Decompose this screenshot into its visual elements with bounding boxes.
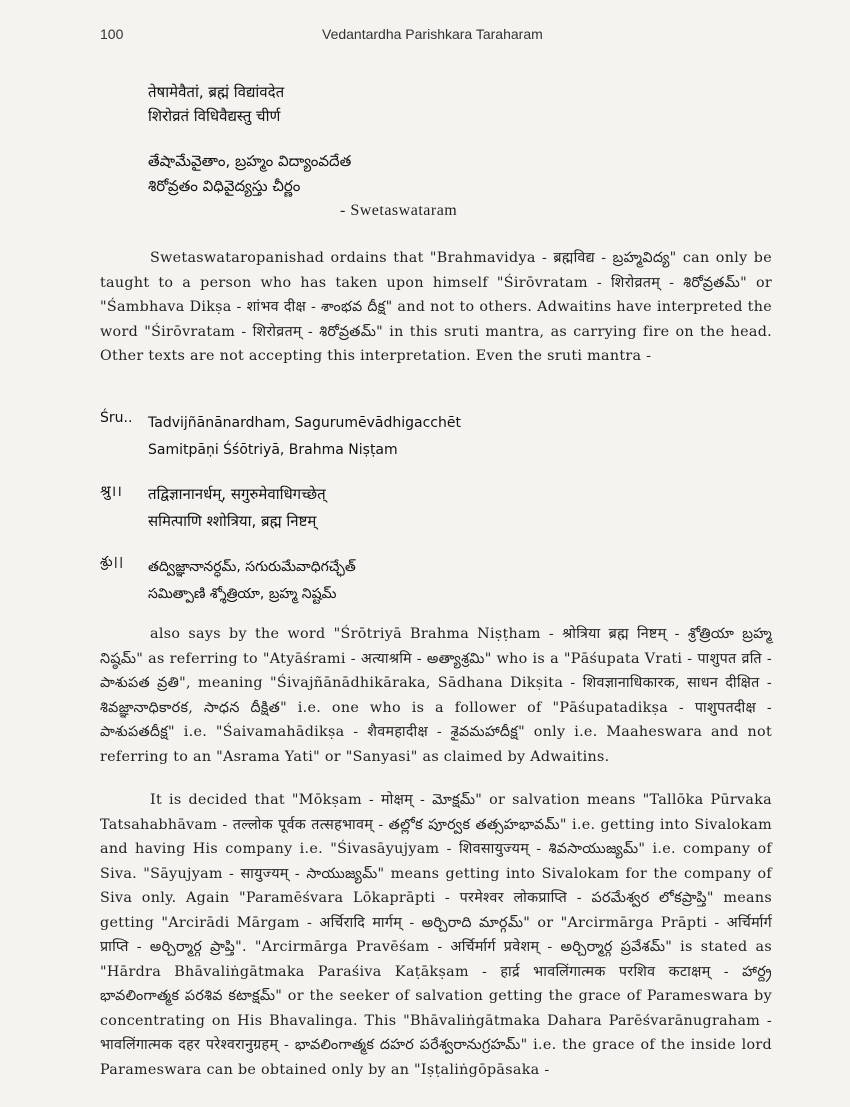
sruti-telugu-line-2: సమిత్పాణి శ్శోత్రియా, బ్రహ్మ నిష్టమ్ [148,586,337,602]
sruti-roman-label: Śru.. [100,410,133,426]
paragraph-1-text: Swetaswataropanishad ordains that "Brahmavidya - ब्रह्मविद्य - బ్రహ్మవిద్య" can only be taught to a person who has taken upon himself "Śirōvratam - शिरोव्रतम् - శిరోవ్రతమ్" or "Śambhava Dikṣa - शांभव दीक्ष - శాంభవ దీక్ష" and not to others. Adwaitins have interpreted the word "Śirōvratam - शिरोव्रतम् - శిరోవ్రతమ్" in this sruti mantra, as carrying fire on the head. Other texts are not accepting this interpretation. Even the sruti mantra - [100,250,772,364]
verse-sanskrit-line-2: शिरोव्रतं विधिवैद्यस्तु चीर्ण [148,107,281,125]
paragraph-3-text: It is decided that "Mōkṣam - मोक्षम् - మోక్షమ్" or salvation means "Tallōka Pūrvaka Tatsahabhāvam - तल्लोक पूर्वक तत्सहभावम् - తల్లోక పూర్వక తత్సహభావమ్" i.e. getting into Sivalokam and having His company i.e. "Śivasāyujyam - शिवसायुज्यम् - శివసాయుజ్యమ్" i.e. company of Siva. "Sāyujyam - सायुज्यम् - సాయుజ్యమ్" means getting into Sivalokam for the company of Siva only. Again "Paramēśvara Lōkaprāpti - परमेश्वर लोकप्राप्ति - పరమేశ్వర లోకప్రాప్తి" means getting "Arcirādi Mārgam - अर्चिरादि मार्गम् - అర్చిరాది మార్గమ్" or "Arcirmārga Prāpti - अर्चिर्मार्ग प्राप्ति - అర్చిర్మార్గ ప్రాప్తి". "Arcirmārga Pravēśam - अर्चिर्मार्ग प्रवेशम् - అర్చిర్మార్గ ప్రవేశమ్" is stated as "Hārdra Bhāvaliṅgātmaka Paraśiva Kaṭākṣam - हार्द्र भावलिंगात्मक परशिव कटाक्षम् - హార్ద్ర భావలింగాత్మక పరశివ కటాక్షమ్" or the seeker of salvation getting the grace of Parameswara by concentrating on His Bhavalinga. This "Bhāvaliṅgātmaka Dahara Parēśvarānugraham - भावलिंगात्मक दहर परेश्वरानुग्रहम् - భావలింగాత్మక దహర పరేశ్వరానుగ్రహమ్" i.e. the grace of the inside lord Parameswara can be obtained only by an "Iṣṭaliṅgōpāsaka - [100,792,772,1078]
sruti-roman-line-1: Tadvijñānānardham, Sagurumēvādhigacchēt [148,415,461,431]
paragraph-2-text: also says by the word "Śrōtriyā Brahma Niṣṭham - श्रोत्रिया ब्रह्म निष्टम् - శ్రోత్రియా బ్రహ్మ నిష్ఠమ్" as referring to "Atyāśrami - अत्याश्रमि - అత్యాశ్రమి" who is a "Pāśupata Vrati - पाशुपत व्रति - పాశుపత వ్రతి", meaning "Śivajñānādhikāraka, Sādhana Dikṣita - शिवज्ञानाधिकारक, साधन दीक्षित - శివజ్ఞానాధికారక, సాధన దీక్షిత" i.e. one who is a follower of "Pāśupatadikṣa - पाशुपतदीक्ष - పాశుపతదీక్ష" i.e. "Śaivamahādikṣa - शैवमहादीक्ष - శైవమహాదీక్ష" only i.e. Maaheswara and not referring to an "Asrama Yati" or "Sanyasi" as claimed by Adwaitins. [100,626,772,765]
verse-attribution: - Swetaswataram [340,202,458,219]
paragraph-2 [100,622,772,769]
verse-sanskrit-line-1: तेषामेवैतां, ब्रह्मं विद्यांवदेत [148,83,285,101]
verse-telugu-line-2: శిరోవ్రతం విధివైద్యస్తు చీర్ణం [148,177,301,195]
sruti-roman-lines [148,410,461,464]
running-title: Vedantardha Parishkara Taraharam [322,26,543,42]
sruti-sanskrit-lines [148,481,326,535]
sruti-telugu-lines [148,554,356,608]
paragraph-1 [100,246,772,369]
sruti-telugu-line-1: తద్విజ్ఞానానర్ధమ్, సగురుమేవాధిగచ్ఛేత్ [148,559,356,575]
sruti-sanskrit-line-1: तद्विज्ञानानर्धम्, सगुरुमेवाधिगच्छेत् [148,485,326,503]
sruti-sanskrit-line-2: समित्पाणि श्शोत्रिया, ब्रह्म निष्टम् [148,512,317,530]
verse-telugu-line-1: తేషామేవైతాం, బ్రహ్మం విద్యాంవదేత [148,152,352,170]
sruti-sanskrit-label: श्रु।। [100,482,122,500]
sruti-roman-line-2: Samitpāṇi Śśōtriyā, Brahma Niṣṭam [148,442,398,458]
sruti-telugu-label: శ్రు।। [100,554,124,570]
paragraph-3 [100,788,772,1082]
page-number: 100 [100,26,124,42]
